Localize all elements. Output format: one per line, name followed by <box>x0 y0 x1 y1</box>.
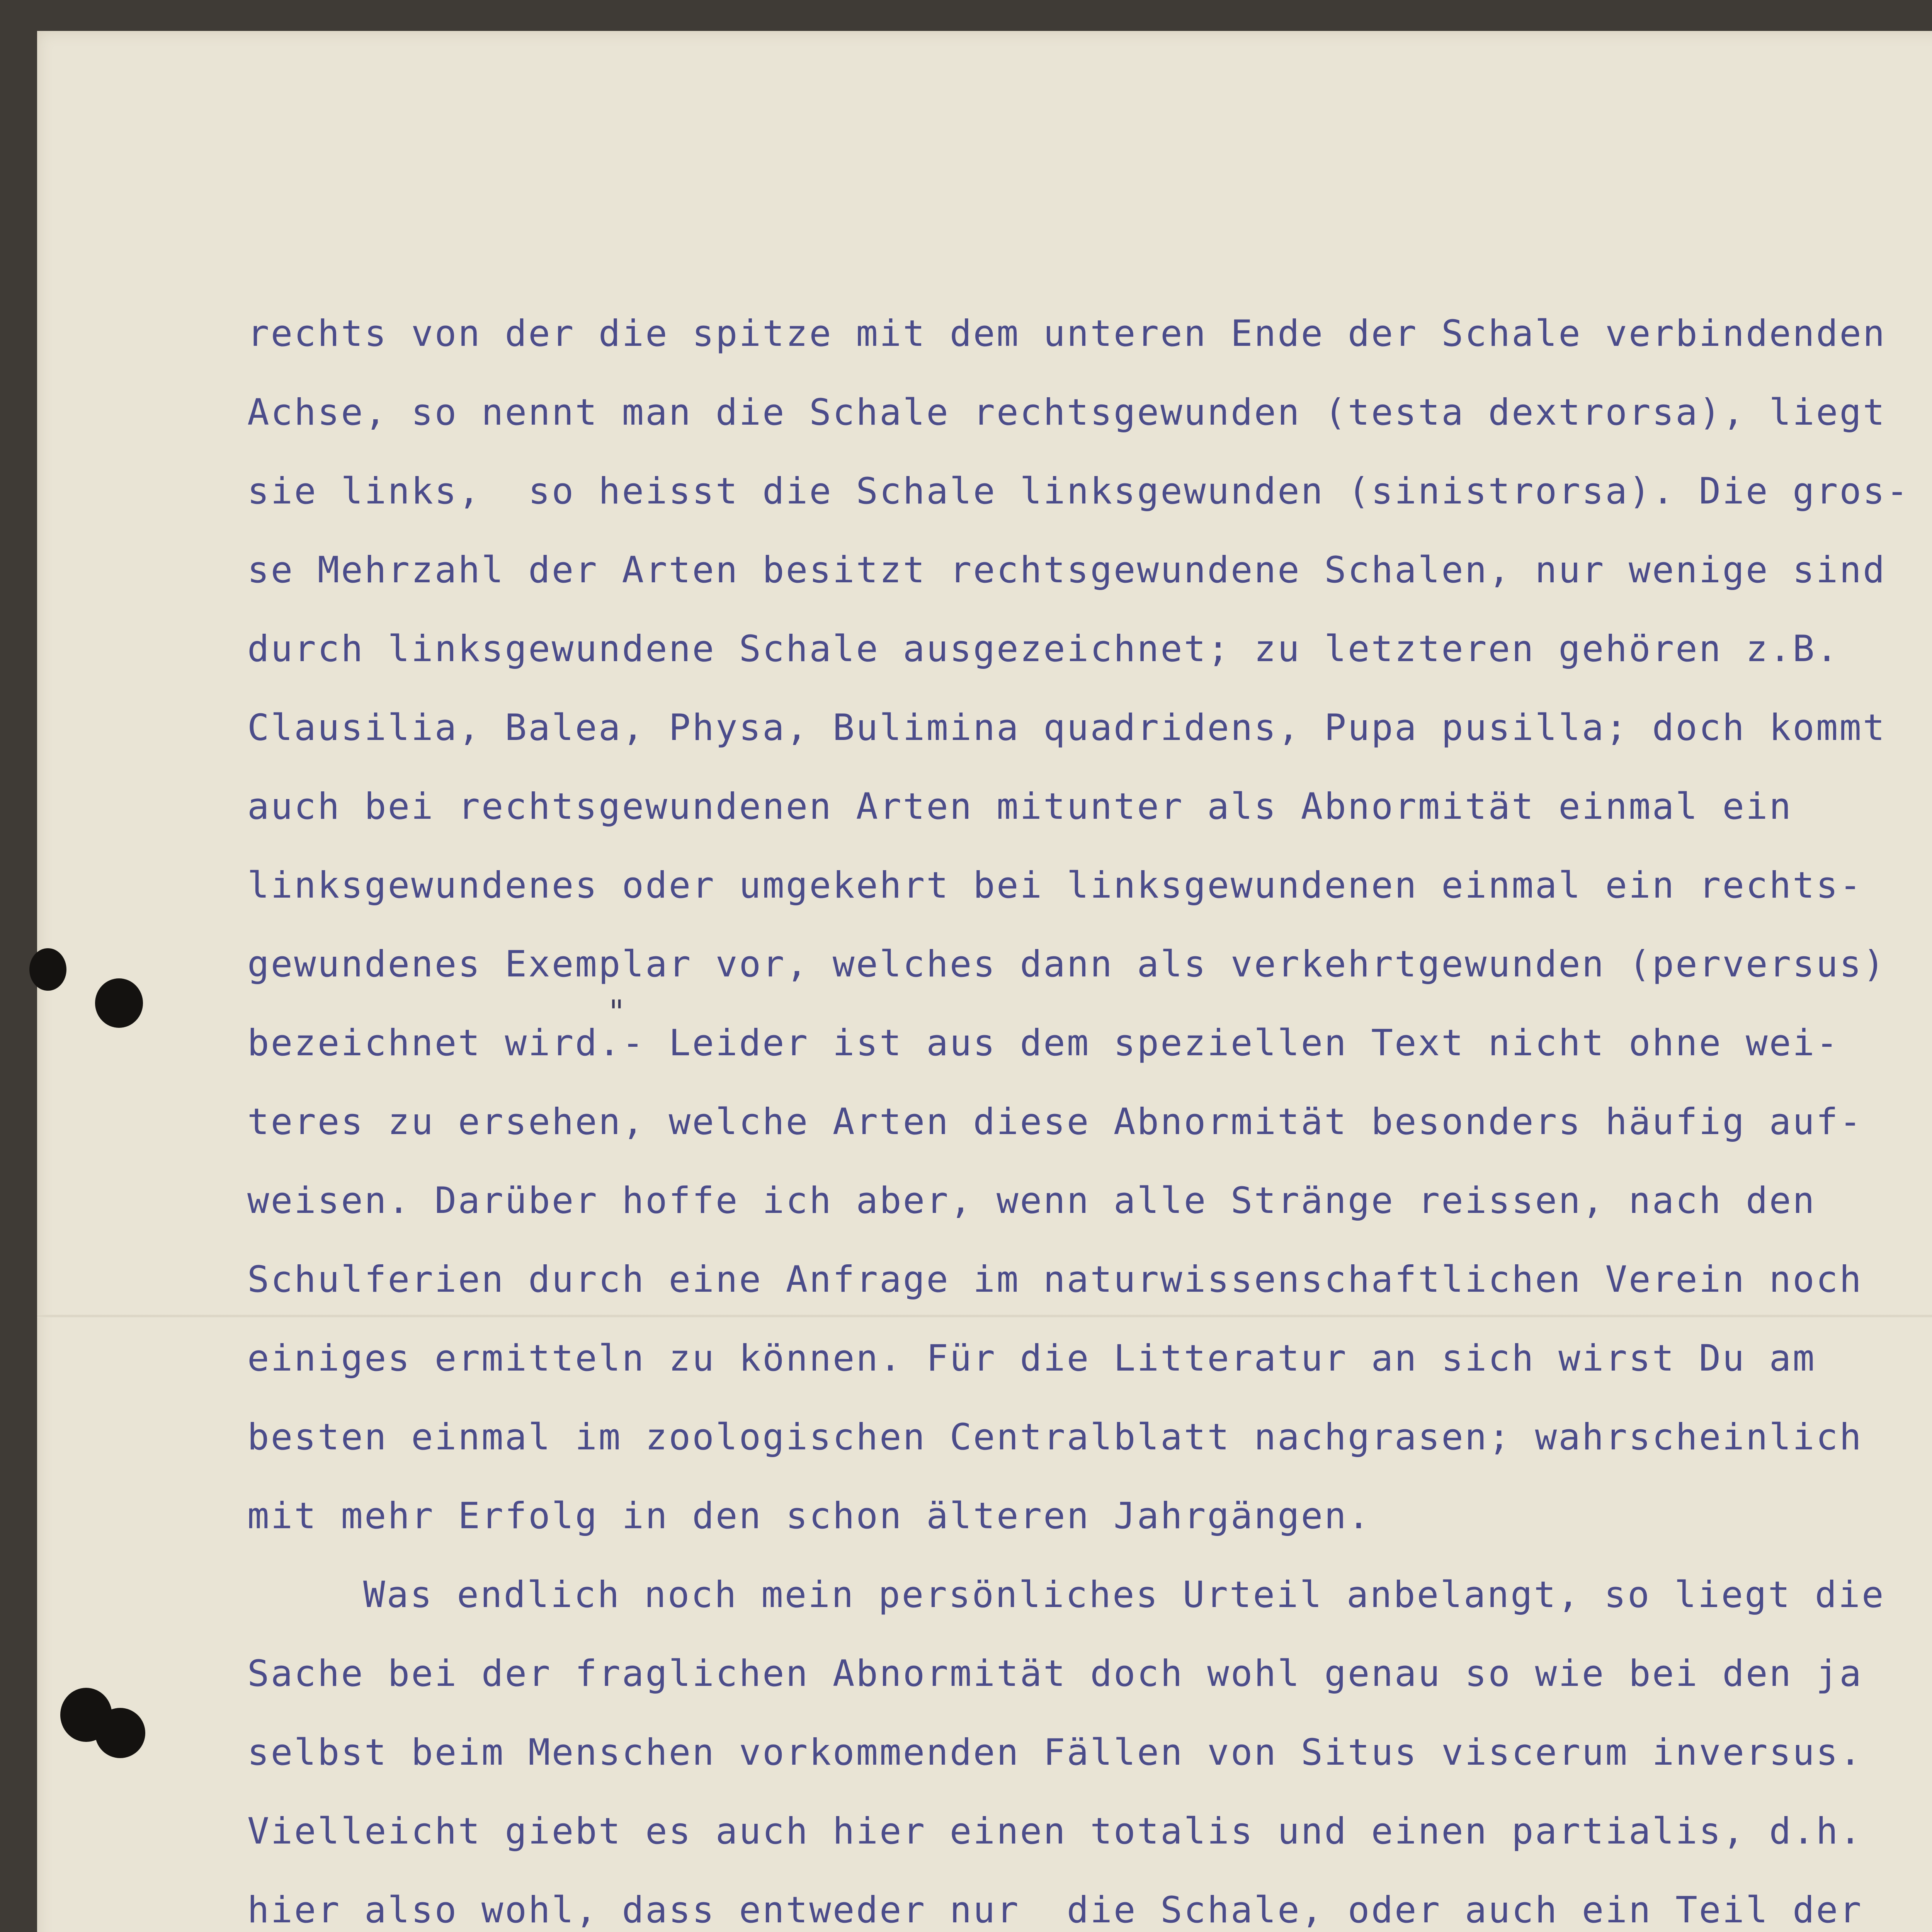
text-line: mit mehr Erfolg in den schon älteren Jahrgängen. <box>247 1495 1371 1537</box>
punch-hole <box>95 978 143 1028</box>
punch-hole <box>95 1708 145 1758</box>
text-line: sie links, so heisst die Schale linksgewunden (sinistrorsa). Die gros- <box>247 470 1910 512</box>
text-line: selbst beim Menschen vorkommenden Fällen von Situs viscerum inversus. <box>247 1731 1863 1774</box>
text-line: besten einmal im zoologischen Centralblatt nachgrasen; wahrscheinlich <box>247 1416 1863 1458</box>
text-line: hier also wohl, dass entweder nur die Schale, oder auch ein Teil der <box>247 1889 1863 1931</box>
text-line: Vielleicht giebt es auch hier einen totalis und einen partialis, d.h. <box>247 1810 1863 1852</box>
paragraph-1 <box>247 294 1932 1556</box>
text-line: durch linksgewundene Schale ausgezeichnet; zu letzteren gehören z.B. <box>247 628 1840 670</box>
text-line: Clausilia, Balea, Physa, Bulimina quadridens, Pupa pusilla; doch kommt <box>247 707 1886 749</box>
text-line: einiges ermitteln zu können. Für die Litteratur an sich wirst Du am <box>247 1337 1816 1379</box>
paragraph-2 <box>247 1556 1932 1932</box>
text-line: linksgewundenes oder umgekehrt bei linksgewundenen einmal ein rechts- <box>247 864 1863 906</box>
text-line: weisen. Darüber hoffe ich aber, wenn alle Stränge reissen, nach den <box>247 1180 1816 1222</box>
typed-letter-text <box>247 294 1932 1932</box>
text-line: Achse, so nennt man die Schale rechtsgewunden (testa dextrorsa), liegt <box>247 391 1886 434</box>
text-line: se Mehrzahl der Arten besitzt rechtsgewundene Schalen, nur wenige sind <box>247 549 1886 591</box>
text-line: rechts von der die spitze mit dem unteren Ende der Schale verbindenden <box>247 313 1886 355</box>
text-line: Sache bei der fraglichen Abnormität doch wohl genau so wie bei den ja <box>247 1653 1863 1695</box>
handwritten-insertion-mark: " <box>609 993 624 1031</box>
paper-sheet <box>37 31 1932 1932</box>
text-line: Schulferien durch eine Anfrage im naturwissenschaftlichen Verein noch <box>247 1259 1863 1301</box>
text-line: Was endlich noch mein persönliches Urteil anbelangt, so liegt die <box>363 1574 1885 1616</box>
text-line: bezeichnet wird.- Leider ist aus dem speziellen Text nicht ohne wei- <box>247 1022 1840 1064</box>
text-line: teres zu ersehen, welche Arten diese Abnormität besonders häufig auf- <box>247 1101 1863 1143</box>
punch-hole <box>29 948 66 991</box>
text-line: gewundenes Exemplar vor, welches dann als verkehrtgewunden (perversus) <box>247 943 1886 985</box>
text-line: auch bei rechtsgewundenen Arten mitunter als Abnormität einmal ein <box>247 786 1793 828</box>
